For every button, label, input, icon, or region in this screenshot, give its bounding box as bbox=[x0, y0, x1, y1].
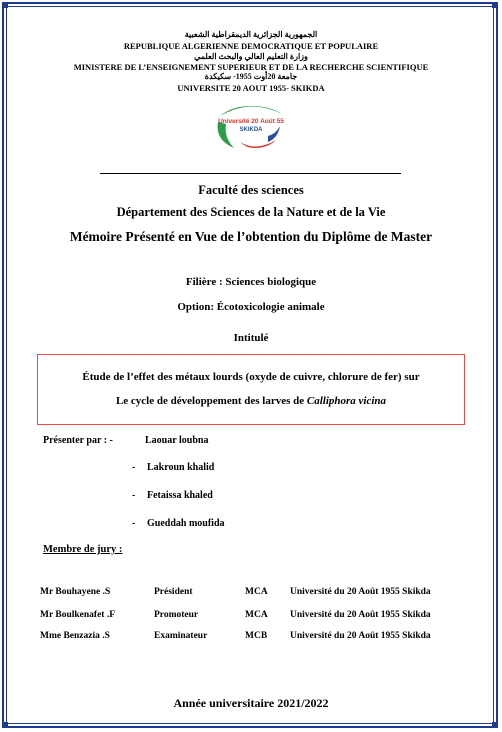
thesis-title-box bbox=[37, 354, 465, 425]
header-arabic-republic: الجمهورية الجزائرية الديمقراطية الشعبية bbox=[184, 30, 318, 39]
memoire-statement: Mémoire Présenté en Vue de l’obtention du Diplôme de Master bbox=[69, 229, 433, 244]
option: Option: Écotoxicologie animale bbox=[177, 301, 325, 313]
faculty-name: Faculté des sciences bbox=[198, 183, 304, 197]
jury-member-role: Président bbox=[154, 587, 193, 597]
header-arabic-university: جامعة 20أوت 1955- سكيكدة bbox=[204, 72, 298, 81]
filiere: Filière : Sciences biologique bbox=[185, 276, 317, 288]
corner-ornament bbox=[2, 2, 8, 8]
department-name: Département des Sciences de la Nature et de la Vie bbox=[116, 205, 386, 219]
presenter-name: Laouar loubna bbox=[145, 435, 209, 446]
jury-member-role: Examinateur bbox=[154, 631, 208, 641]
logo-green-arc bbox=[220, 106, 282, 116]
intitule-label: Intitulé bbox=[233, 332, 269, 344]
header-republic: REPUBLIQUE ALGERIENNE DEMOCRATIQUE ET POPULAIRE bbox=[123, 41, 379, 51]
presenters-label: Présenter par : - bbox=[43, 435, 113, 446]
jury-member-institution: Université du 20 Août 1955 Skikda bbox=[290, 587, 431, 597]
logo-green-left bbox=[218, 122, 234, 148]
presenter-name: Lakroun khalid bbox=[147, 462, 215, 473]
presenter-dash: - bbox=[132, 490, 136, 501]
jury-member-grade: MCA bbox=[245, 587, 268, 597]
thesis-title-line1: Étude de l’effet des métaux lourds (oxyde de cuivre, chlorure de fer) sur bbox=[82, 371, 420, 383]
jury-member-grade: MCB bbox=[245, 631, 268, 641]
jury-member-name: Mr Bouhayene .S bbox=[40, 587, 111, 597]
presenter-dash: - bbox=[132, 462, 136, 473]
logo-red-swoosh bbox=[240, 140, 276, 148]
header-ministry: MINISTERE DE L’ENSEIGNEMENT SUPERIEUR ET DE LA RECHERCHE SCIENTIFIQUE bbox=[73, 62, 429, 72]
presenter-name: Fetaissa khaled bbox=[147, 490, 213, 501]
university-logo bbox=[210, 96, 292, 158]
jury-member-institution: Université du 20 Août 1955 Skikda bbox=[290, 610, 431, 620]
species-name: Calliphora vicina bbox=[306, 395, 387, 407]
thesis-title-line2 bbox=[0, 395, 502, 407]
corner-ornament bbox=[2, 722, 8, 728]
header-arabic-ministry: وزارة التعليم العالي والبحث العلمي bbox=[194, 52, 308, 61]
presenter-name: Gueddah moufida bbox=[147, 518, 225, 529]
presenter-dash: - bbox=[132, 518, 136, 529]
thesis-title-line2-text: Le cycle de développement des larves de bbox=[115, 395, 307, 407]
jury-member-institution: Université du 20 Août 1955 Skikda bbox=[290, 631, 431, 641]
academic-year: Année universitaire 2021/2022 bbox=[173, 696, 329, 710]
jury-member-name: Mme Benzazia .S bbox=[40, 631, 110, 641]
logo-text-line1: Université 20 Août 55 bbox=[218, 118, 284, 125]
corner-ornament bbox=[492, 2, 498, 8]
jury-member-role: Promoteur bbox=[154, 610, 199, 620]
logo-text-line2: SKIKDA bbox=[239, 127, 263, 133]
jury-member-grade: MCA bbox=[245, 610, 268, 620]
header-divider bbox=[100, 173, 401, 174]
corner-ornament bbox=[492, 722, 498, 728]
logo-blue-accent bbox=[268, 126, 280, 142]
jury-title: Membre de jury : bbox=[43, 544, 123, 555]
header-university: UNIVERSITE 20 AOUT 1955- SKIKDA bbox=[177, 83, 325, 93]
jury-member-name: Mr Boulkenafet .F bbox=[40, 610, 116, 620]
